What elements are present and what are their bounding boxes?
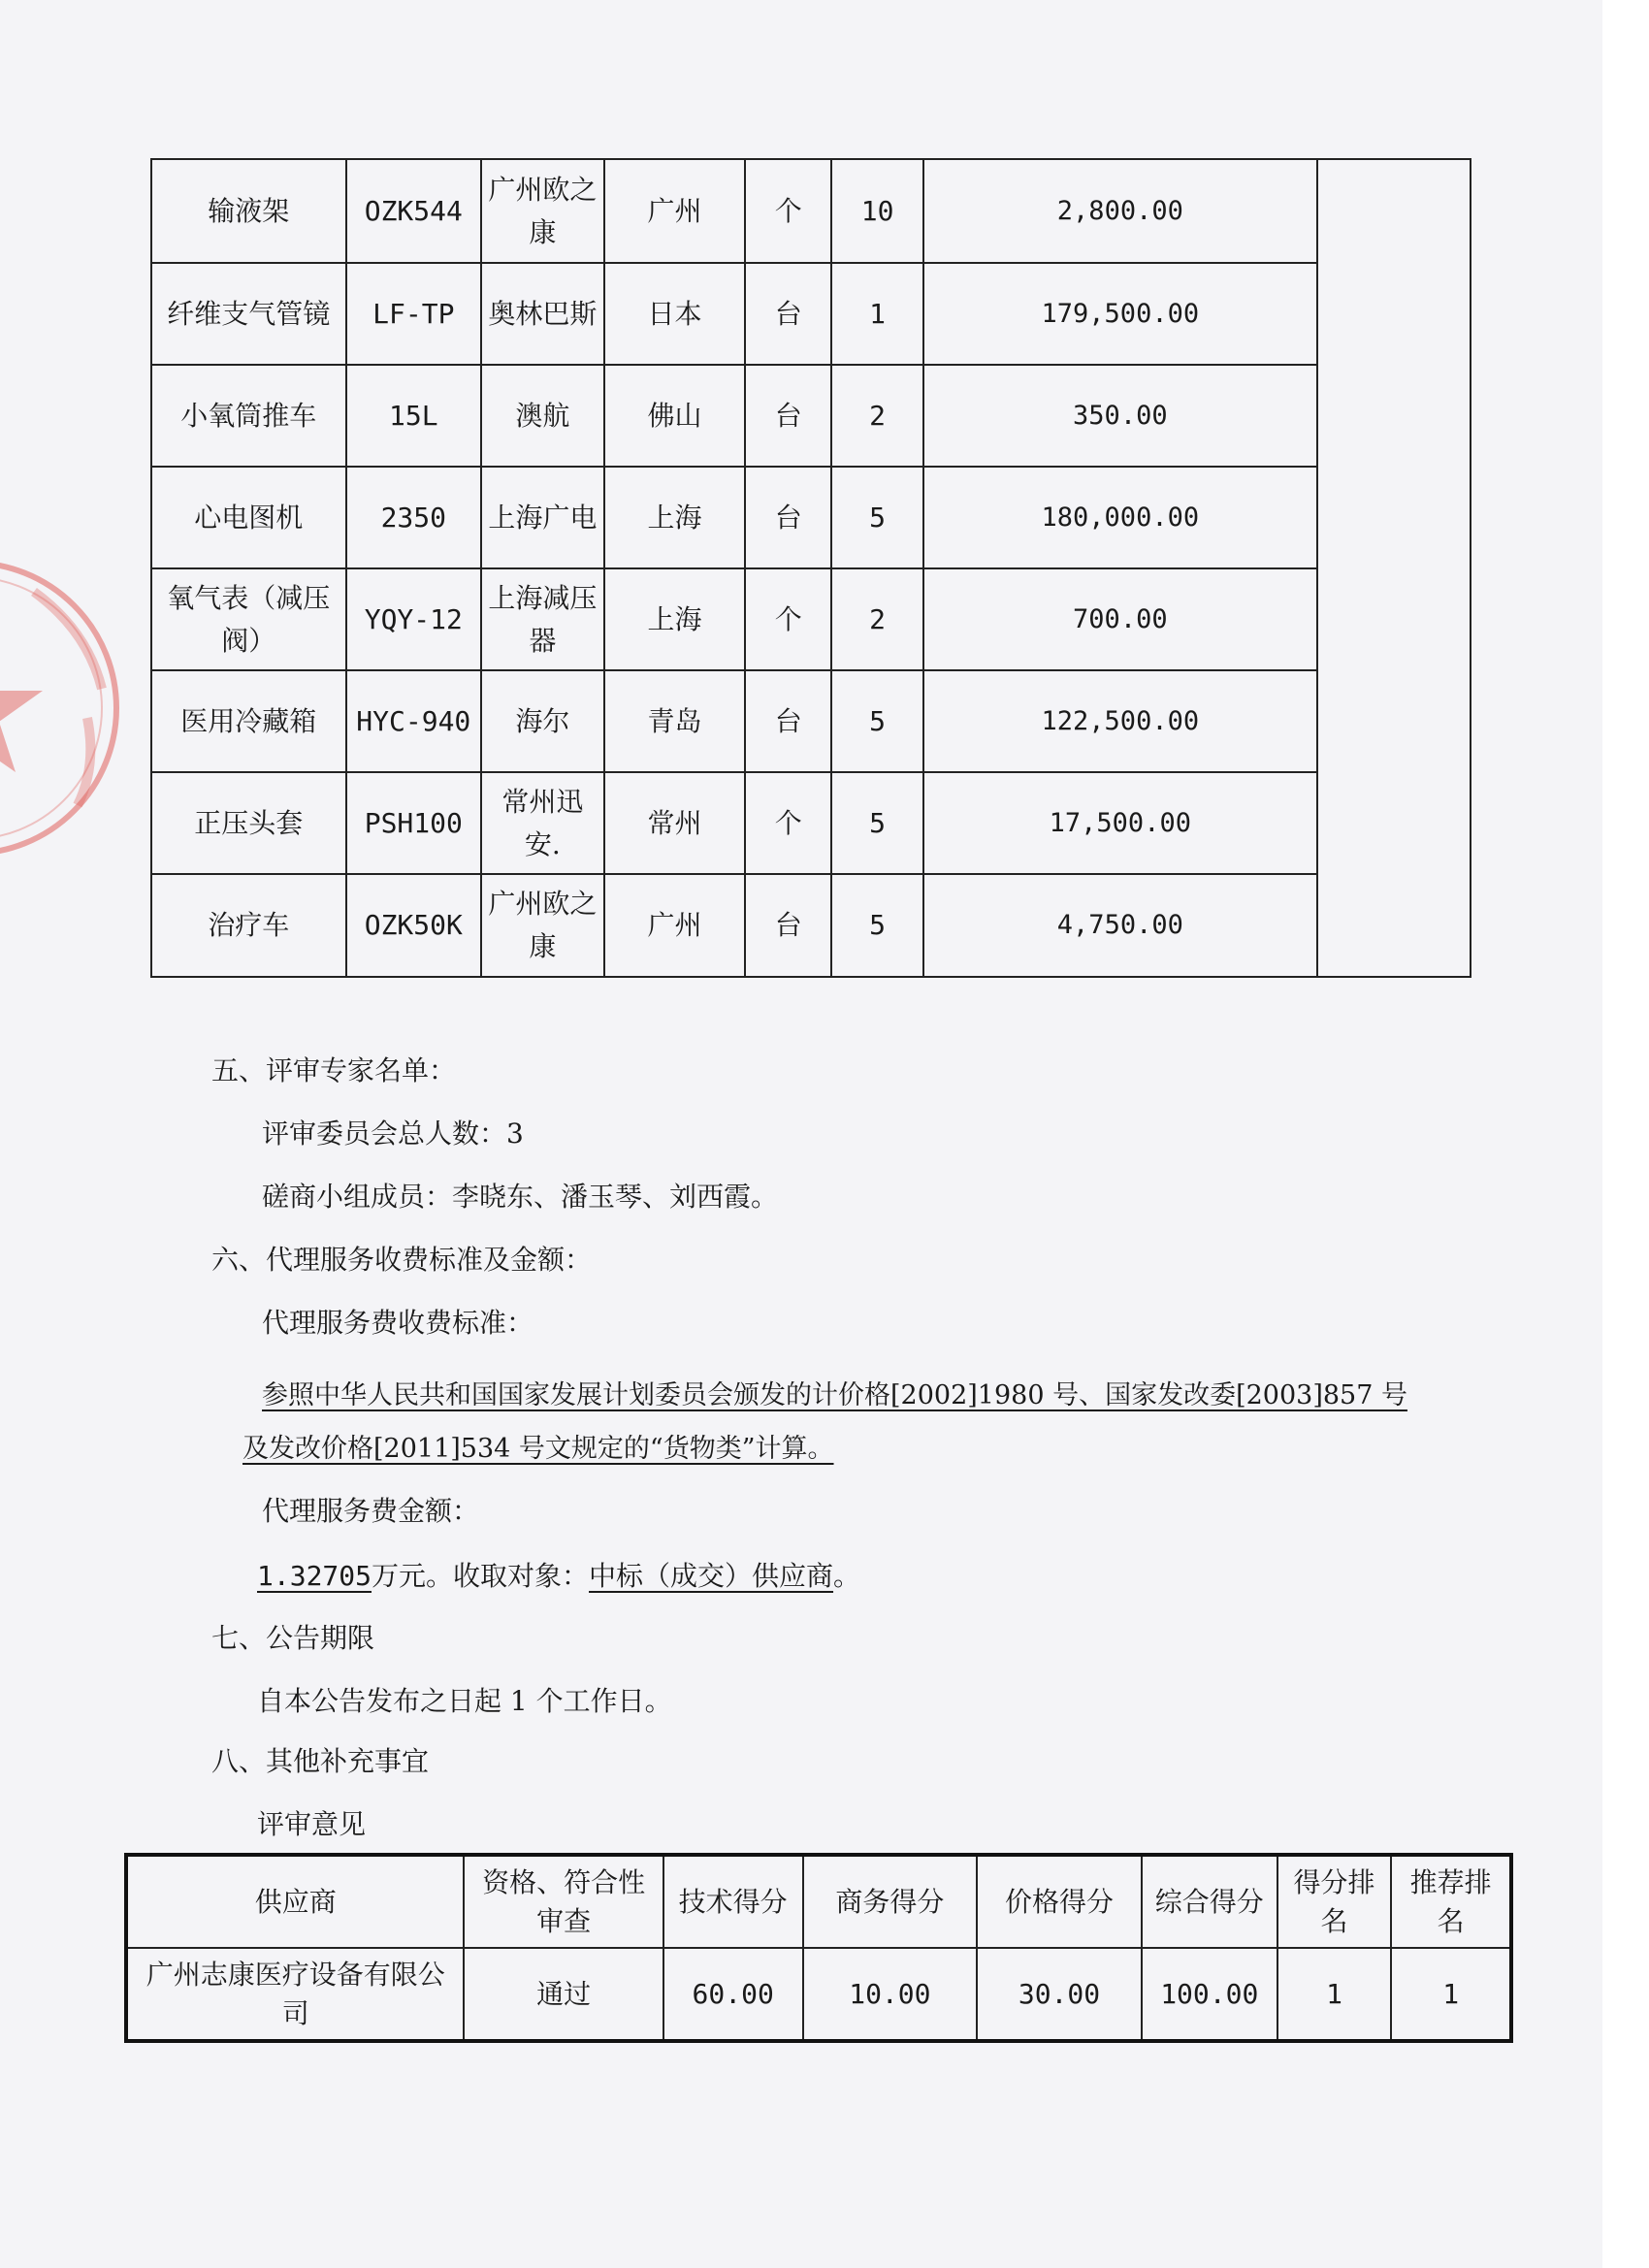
official-seal-stamp bbox=[0, 524, 165, 892]
fee-amount-value: 1.32705 bbox=[257, 1560, 372, 1592]
header-supplier: 供应商 bbox=[126, 1855, 464, 1948]
item-amount: 17,500.00 bbox=[923, 772, 1316, 874]
item-unit: 个 bbox=[745, 159, 831, 263]
fee-amount-label: 代理服务费金额： bbox=[262, 1495, 480, 1527]
fee-standard-label: 代理服务费收费标准： bbox=[262, 1307, 534, 1339]
table-row bbox=[151, 568, 1471, 670]
item-amount: 4,750.00 bbox=[923, 874, 1316, 977]
item-model: LF-TP bbox=[346, 263, 481, 365]
cell-score-rank: 1 bbox=[1277, 1948, 1392, 2041]
item-unit: 台 bbox=[745, 263, 831, 365]
section7-heading: 七、公告期限 bbox=[211, 1622, 375, 1654]
item-qty: 5 bbox=[831, 467, 923, 568]
fee-amount-rest: 万元。收取对象： bbox=[372, 1560, 590, 1592]
item-brand: 上海广电 bbox=[481, 467, 604, 568]
item-amount: 180,000.00 bbox=[923, 467, 1316, 568]
item-qty: 5 bbox=[831, 772, 923, 874]
equipment-table bbox=[150, 158, 1471, 978]
item-model: 15L bbox=[346, 365, 481, 467]
item-name: 纤维支气管镜 bbox=[151, 263, 346, 365]
item-model: YQY-12 bbox=[346, 568, 481, 670]
fee-amount-end: 。 bbox=[833, 1560, 861, 1592]
item-unit: 台 bbox=[745, 670, 831, 772]
section8-heading: 八、其他补充事宜 bbox=[211, 1745, 430, 1777]
item-qty: 5 bbox=[831, 874, 923, 977]
item-model: HYC-940 bbox=[346, 670, 481, 772]
item-qty: 10 bbox=[831, 159, 923, 263]
item-brand: 澳航 bbox=[481, 365, 604, 467]
item-unit: 个 bbox=[745, 772, 831, 874]
item-amount: 122,500.00 bbox=[923, 670, 1316, 772]
page-edge bbox=[1602, 0, 1649, 2268]
table-row bbox=[151, 467, 1471, 568]
header-qualification: 资格、符合性审查 bbox=[464, 1855, 663, 1948]
cell-tech-score: 60.00 bbox=[663, 1948, 803, 2041]
item-amount: 179,500.00 bbox=[923, 263, 1316, 365]
fee-target: 中标（成交）供应商 bbox=[589, 1560, 834, 1592]
header-recommend-rank: 推荐排名 bbox=[1391, 1855, 1511, 1948]
header-price-score: 价格得分 bbox=[977, 1855, 1142, 1948]
item-model: OZK544 bbox=[346, 159, 481, 263]
committee-total: 评审委员会总人数：3 bbox=[262, 1118, 524, 1150]
item-amount: 2,800.00 bbox=[923, 159, 1316, 263]
item-name: 正压头套 bbox=[151, 772, 346, 874]
fee-amount-line bbox=[257, 1557, 860, 1596]
panel-members: 磋商小组成员：李晓东、潘玉琴、刘西霞。 bbox=[262, 1181, 779, 1213]
item-name: 小氧筒推车 bbox=[151, 365, 346, 467]
header-business-score: 商务得分 bbox=[803, 1855, 978, 1948]
table-row bbox=[151, 263, 1471, 365]
item-amount: 700.00 bbox=[923, 568, 1316, 670]
cell-total-score: 100.00 bbox=[1142, 1948, 1277, 2041]
cell-qualification: 通过 bbox=[464, 1948, 663, 2041]
item-origin: 广州 bbox=[604, 874, 746, 977]
table-row bbox=[151, 874, 1471, 977]
cell-supplier: 广州志康医疗设备有限公司 bbox=[126, 1948, 464, 2041]
score-table bbox=[124, 1853, 1513, 2043]
item-name: 医用冷藏箱 bbox=[151, 670, 346, 772]
item-origin: 青岛 bbox=[604, 670, 746, 772]
item-qty: 2 bbox=[831, 568, 923, 670]
section5-heading: 五、评审专家名单： bbox=[211, 1054, 457, 1086]
table-row bbox=[151, 670, 1471, 772]
table-row bbox=[151, 772, 1471, 874]
item-brand: 上海减压器 bbox=[481, 568, 604, 670]
item-unit: 台 bbox=[745, 467, 831, 568]
item-unit: 台 bbox=[745, 874, 831, 977]
cell-business-score: 10.00 bbox=[803, 1948, 978, 2041]
item-unit: 台 bbox=[745, 365, 831, 467]
item-model: PSH100 bbox=[346, 772, 481, 874]
item-brand: 奥林巴斯 bbox=[481, 263, 604, 365]
item-unit: 个 bbox=[745, 568, 831, 670]
score-row bbox=[126, 1948, 1511, 2041]
item-model: OZK50K bbox=[346, 874, 481, 977]
item-qty: 2 bbox=[831, 365, 923, 467]
table-row bbox=[151, 159, 1471, 263]
item-name: 心电图机 bbox=[151, 467, 346, 568]
item-brand: 广州欧之康 bbox=[481, 874, 604, 977]
header-total-score: 综合得分 bbox=[1142, 1855, 1277, 1948]
notice-period: 自本公告发布之日起 1 个工作日。 bbox=[257, 1685, 672, 1717]
item-name: 氧气表（减压阀） bbox=[151, 568, 346, 670]
item-name: 输液架 bbox=[151, 159, 346, 263]
table-row bbox=[151, 365, 1471, 467]
score-header-row bbox=[126, 1855, 1511, 1948]
item-qty: 1 bbox=[831, 263, 923, 365]
header-tech-score: 技术得分 bbox=[663, 1855, 803, 1948]
item-origin: 上海 bbox=[604, 568, 746, 670]
item-brand: 广州欧之康 bbox=[481, 159, 604, 263]
item-qty: 5 bbox=[831, 670, 923, 772]
item-brand: 海尔 bbox=[481, 670, 604, 772]
fee-standard-line2: 及发改价格[2011]534 号文规定的“货物类”计算。 bbox=[242, 1434, 834, 1464]
cell-recommend-rank: 1 bbox=[1391, 1948, 1511, 2041]
item-name: 治疗车 bbox=[151, 874, 346, 977]
blank-column bbox=[1317, 159, 1471, 977]
review-opinion-label: 评审意见 bbox=[257, 1808, 367, 1840]
item-amount: 350.00 bbox=[923, 365, 1316, 467]
item-origin: 常州 bbox=[604, 772, 746, 874]
item-origin: 日本 bbox=[604, 263, 746, 365]
fee-standard-line1: 参照中华人民共和国国家发展计划委员会颁发的计价格[2002]1980 号、国家发改委[2003]857 号 bbox=[262, 1380, 1407, 1410]
section6-heading: 六、代理服务收费标准及金额： bbox=[211, 1244, 593, 1276]
item-origin: 上海 bbox=[604, 467, 746, 568]
header-score-rank: 得分排名 bbox=[1277, 1855, 1392, 1948]
item-origin: 佛山 bbox=[604, 365, 746, 467]
item-model: 2350 bbox=[346, 467, 481, 568]
item-brand: 常州迅安. bbox=[481, 772, 604, 874]
cell-price-score: 30.00 bbox=[977, 1948, 1142, 2041]
item-origin: 广州 bbox=[604, 159, 746, 263]
